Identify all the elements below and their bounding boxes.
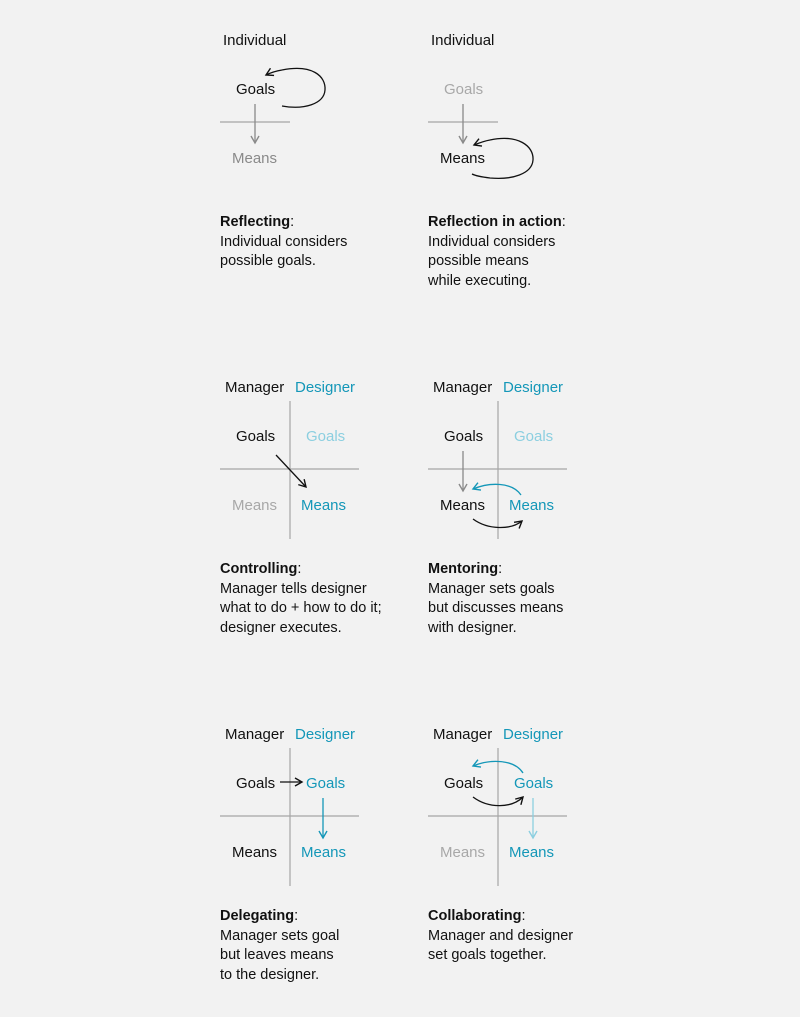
designer-label: Designer	[295, 726, 356, 743]
caption-body: Individual considers possible goals.	[220, 233, 348, 269]
panel-mentoring-diagram	[428, 379, 567, 539]
panel-controlling-diagram	[220, 379, 359, 539]
caption-colon: :	[521, 908, 526, 924]
individual-label: Individual	[431, 32, 495, 49]
caption-body: Manager sets goals but discusses means with designer.	[428, 580, 564, 636]
caption-controlling	[220, 560, 400, 638]
manager-means-label: Means	[440, 497, 486, 514]
caption-body: Manager tells designer what to do + how to do it; designer executes.	[220, 580, 382, 636]
caption-colon: :	[294, 908, 299, 924]
reflection-loop-arrow	[474, 140, 490, 145]
caption-body: Manager and designer set goals together.	[428, 927, 574, 963]
caption-title: Mentoring	[428, 561, 499, 577]
manager-label: Manager	[225, 726, 285, 743]
caption-colon: :	[290, 214, 295, 230]
means-label: Means	[440, 150, 486, 167]
caption-mentoring	[428, 560, 608, 638]
panel-reflection-in-action-diagram	[428, 32, 533, 178]
manager-goals-label: Goals	[236, 428, 276, 445]
caption-reflection-in-action	[428, 213, 608, 291]
panel-reflecting-diagram	[220, 32, 325, 167]
means-label: Means	[232, 150, 278, 167]
designer-to-manager-means-arrow	[473, 484, 521, 495]
designer-means-label: Means	[301, 497, 347, 514]
designer-means-label: Means	[301, 844, 347, 861]
caption-colon: :	[297, 561, 302, 577]
caption-title: Collaborating	[428, 908, 522, 924]
designer-means-label: Means	[509, 844, 555, 861]
manager-goals-label: Goals	[444, 428, 484, 445]
caption-delegating	[220, 907, 400, 985]
caption-title: Reflection in action	[428, 214, 562, 230]
reflecting-loop-arrow	[266, 70, 282, 75]
caption-collaborating	[428, 907, 608, 966]
manager-goals-label: Goals	[236, 775, 276, 792]
goals-to-designer-means-arrow	[276, 455, 306, 487]
caption-colon: :	[561, 214, 566, 230]
caption-colon: :	[498, 561, 503, 577]
designer-goals-label: Goals	[514, 775, 554, 792]
caption-title: Reflecting	[220, 214, 291, 230]
goals-label: Goals	[236, 81, 276, 98]
designer-label: Designer	[503, 379, 564, 396]
designer-means-label: Means	[509, 497, 555, 514]
manager-label: Manager	[433, 726, 493, 743]
manager-means-label: Means	[440, 844, 486, 861]
manager-means-label: Means	[232, 844, 278, 861]
designer-label: Designer	[295, 379, 356, 396]
designer-label: Designer	[503, 726, 564, 743]
panel-collaborating-diagram	[428, 726, 567, 886]
individual-label: Individual	[223, 32, 287, 49]
manager-label: Manager	[225, 379, 285, 396]
goals-label: Goals	[444, 81, 484, 98]
caption-title: Controlling	[220, 561, 298, 577]
manager-goals-label: Goals	[444, 775, 484, 792]
manager-label: Manager	[433, 379, 493, 396]
manager-means-label: Means	[232, 497, 278, 514]
designer-goals-label: Goals	[306, 775, 346, 792]
caption-body: Individual considers possible means while executing.	[428, 233, 556, 289]
panel-delegating-diagram	[220, 726, 359, 886]
designer-goals-label: Goals	[306, 428, 346, 445]
caption-title: Delegating	[220, 908, 295, 924]
caption-body: Manager sets goal but leaves means to the designer.	[220, 927, 340, 983]
designer-goals-label: Goals	[514, 428, 554, 445]
caption-reflecting	[220, 213, 400, 272]
loop-arrow-body	[282, 68, 325, 107]
